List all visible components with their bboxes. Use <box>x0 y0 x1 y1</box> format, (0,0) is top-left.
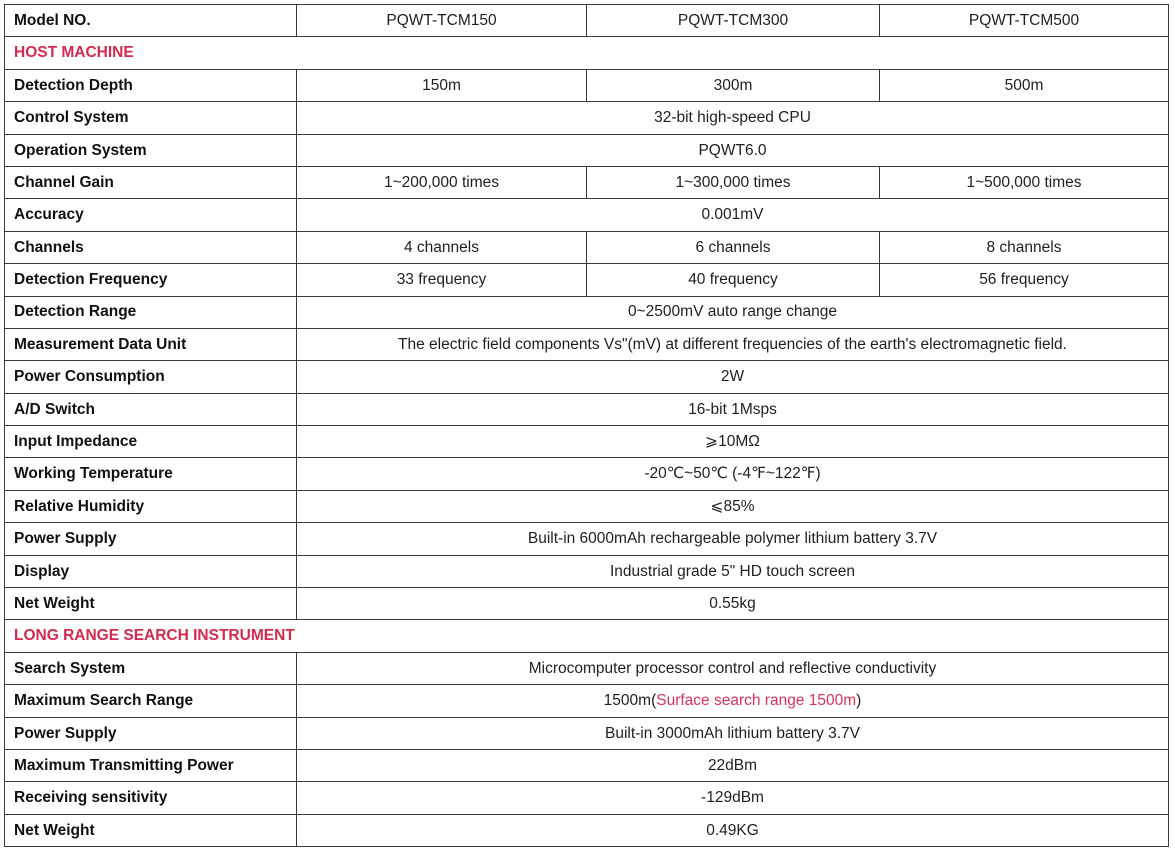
row-label: Receiving sensitivity <box>5 782 297 814</box>
row-label: Relative Humidity <box>5 490 297 522</box>
row-value: Built-in 6000mAh rechargeable polymer lithium battery 3.7V <box>297 523 1169 555</box>
section-header-long-range-search <box>5 620 1169 652</box>
table-row <box>5 134 1169 166</box>
table-row <box>5 782 1169 814</box>
section-header-host-machine <box>5 37 1169 69</box>
row-label: Control System <box>5 102 297 134</box>
row-label: Maximum Search Range <box>5 685 297 717</box>
row-value: 8 channels <box>880 231 1169 263</box>
row-value: 2W <box>297 361 1169 393</box>
row-value: PQWT6.0 <box>297 134 1169 166</box>
row-value: -129dBm <box>297 782 1169 814</box>
row-label: Channel Gain <box>5 166 297 198</box>
table-row <box>5 555 1169 587</box>
table-row <box>5 166 1169 198</box>
spec-table <box>4 4 1169 847</box>
table-row <box>5 749 1169 781</box>
table-row <box>5 814 1169 846</box>
row-value: 0~2500mV auto range change <box>297 296 1169 328</box>
row-value: Industrial grade 5" HD touch screen <box>297 555 1169 587</box>
value-suffix: ) <box>856 692 862 710</box>
row-label: Working Temperature <box>5 458 297 490</box>
table-row <box>5 490 1169 522</box>
row-label: Measurement Data Unit <box>5 328 297 360</box>
row-label: Power Consumption <box>5 361 297 393</box>
row-value: 1~200,000 times <box>297 166 587 198</box>
model-no-label: Model NO. <box>5 5 297 37</box>
table-row <box>5 264 1169 296</box>
row-label: Net Weight <box>5 814 297 846</box>
table-row <box>5 199 1169 231</box>
row-value: 6 channels <box>587 231 880 263</box>
value-prefix: 1500m( <box>603 692 657 710</box>
row-value: 56 frequency <box>880 264 1169 296</box>
row-label: Power Supply <box>5 523 297 555</box>
table-row <box>5 393 1169 425</box>
row-label: Channels <box>5 231 297 263</box>
row-label: A/D Switch <box>5 393 297 425</box>
table-row <box>5 717 1169 749</box>
row-value: 32-bit high-speed CPU <box>297 102 1169 134</box>
header-row <box>5 5 1169 37</box>
table-row <box>5 231 1169 263</box>
model-tcm500: PQWT-TCM500 <box>880 5 1169 37</box>
row-value: 300m <box>587 69 880 101</box>
row-value: 22dBm <box>297 749 1169 781</box>
row-value: 40 frequency <box>587 264 880 296</box>
row-value: Microcomputer processor control and reflective conductivity <box>297 652 1169 684</box>
row-label: Operation System <box>5 134 297 166</box>
table-row <box>5 69 1169 101</box>
value-highlight: Surface search range 1500m <box>656 692 857 710</box>
row-value: ⩽85% <box>297 490 1169 522</box>
section-title: HOST MACHINE <box>5 37 1169 69</box>
row-value: 0.55kg <box>297 588 1169 620</box>
row-value: 33 frequency <box>297 264 587 296</box>
table-row <box>5 458 1169 490</box>
table-row <box>5 588 1169 620</box>
model-tcm300: PQWT-TCM300 <box>587 5 880 37</box>
row-label: Input Impedance <box>5 426 297 458</box>
row-label: Maximum Transmitting Power <box>5 749 297 781</box>
table-row <box>5 361 1169 393</box>
section-title: LONG RANGE SEARCH INSTRUMENT <box>5 620 1169 652</box>
row-value: 1~300,000 times <box>587 166 880 198</box>
row-value: 0.49KG <box>297 814 1169 846</box>
row-label: Accuracy <box>5 199 297 231</box>
row-value: 1~500,000 times <box>880 166 1169 198</box>
row-label: Detection Depth <box>5 69 297 101</box>
row-label: Detection Frequency <box>5 264 297 296</box>
row-value <box>297 685 1169 717</box>
row-value: Built-in 3000mAh lithium battery 3.7V <box>297 717 1169 749</box>
row-value: 16-bit 1Msps <box>297 393 1169 425</box>
row-label: Search System <box>5 652 297 684</box>
table-row <box>5 426 1169 458</box>
row-value: The electric field components Vs"(mV) at different frequencies of the earth's electromagnetic field. <box>297 328 1169 360</box>
row-value: 0.001mV <box>297 199 1169 231</box>
row-value: 500m <box>880 69 1169 101</box>
table-row <box>5 523 1169 555</box>
table-row <box>5 328 1169 360</box>
row-label: Net Weight <box>5 588 297 620</box>
table-row <box>5 296 1169 328</box>
row-value: ⩾10MΩ <box>297 426 1169 458</box>
row-value: 4 channels <box>297 231 587 263</box>
table-row <box>5 652 1169 684</box>
table-row <box>5 102 1169 134</box>
model-tcm150: PQWT-TCM150 <box>297 5 587 37</box>
row-value: -20℃~50℃ (-4℉~122℉) <box>297 458 1169 490</box>
table-row <box>5 685 1169 717</box>
row-value: 150m <box>297 69 587 101</box>
row-label: Display <box>5 555 297 587</box>
row-label: Power Supply <box>5 717 297 749</box>
row-label: Detection Range <box>5 296 297 328</box>
